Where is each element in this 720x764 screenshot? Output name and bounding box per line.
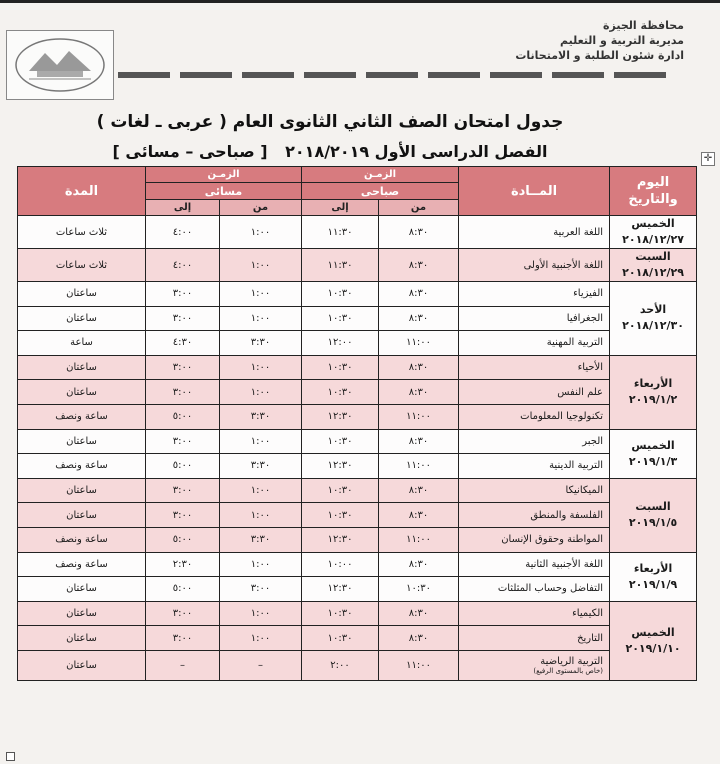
evening-from: ٣:٣٠ <box>220 527 302 552</box>
semester-label: الفصل الدراسى الأول ٢٠١٨/٢٠١٩ <box>285 142 548 161</box>
table-row <box>18 282 697 307</box>
header-time-evening: الزمـن <box>146 167 302 183</box>
table-row <box>18 429 697 454</box>
duration-cell: ساعة ونصف <box>18 527 146 552</box>
evening-to: ٣:٠٠ <box>146 601 220 626</box>
table-row <box>18 331 697 356</box>
morning-from: ٨:٣٠ <box>379 626 459 651</box>
day-date: ٢٠١٩/١/١٠ <box>625 641 681 655</box>
evening-to: ٣:٠٠ <box>146 355 220 380</box>
day-cell <box>610 429 697 478</box>
table-row <box>18 601 697 626</box>
subject-cell: اللغة الأجنبية الثانية <box>459 552 610 577</box>
page-subtitle <box>0 142 660 161</box>
morning-to: ١١:٣٠ <box>302 249 379 282</box>
day-date: ٢٠١٩/١/٩ <box>628 577 678 591</box>
evening-from: ١:٠٠ <box>220 552 302 577</box>
evening-to: ٤:٣٠ <box>146 331 220 356</box>
evening-from: ١:٠٠ <box>220 478 302 503</box>
top-border <box>0 0 720 3</box>
table-row <box>18 478 697 503</box>
day-date: ٢٠١٩/١/٢ <box>628 393 678 407</box>
table-row <box>18 355 697 380</box>
subject-cell: المواطنة وحقوق الإنسان <box>459 527 610 552</box>
table-row <box>18 216 697 249</box>
table-row <box>18 404 697 429</box>
day-name: الخميس <box>631 438 675 452</box>
duration-cell: ساعتان <box>18 650 146 680</box>
morning-from: ١١:٠٠ <box>379 454 459 479</box>
morning-to: ١٠:٣٠ <box>302 380 379 405</box>
duration-cell: ساعتان <box>18 380 146 405</box>
evening-to: ٣:٠٠ <box>146 626 220 651</box>
evening-to: ٤:٠٠ <box>146 249 220 282</box>
morning-from: ١١:٠٠ <box>379 331 459 356</box>
exam-schedule-table <box>17 166 697 681</box>
subject-cell: الجغرافيا <box>459 306 610 331</box>
morning-to: ١٠:٣٠ <box>302 626 379 651</box>
subject-cell: اللغة العربية <box>459 216 610 249</box>
duration-cell: ساعتان <box>18 577 146 602</box>
morning-from: ٨:٣٠ <box>379 601 459 626</box>
evening-from: ٣:٣٠ <box>220 331 302 356</box>
evening-from: ١:٠٠ <box>220 216 302 249</box>
subject-name: التربية الرياضية <box>540 655 604 667</box>
ministry-logo <box>6 30 114 100</box>
duration-cell: ساعتان <box>18 355 146 380</box>
day-date: ٢٠١٨/١٢/٣٠ <box>622 319 684 333</box>
duration-cell: ساعة ونصف <box>18 454 146 479</box>
day-cell <box>610 249 697 282</box>
morning-from: ٨:٣٠ <box>379 249 459 282</box>
subject-cell: الجبر <box>459 429 610 454</box>
header-time-morning: الزمـن <box>302 167 459 183</box>
table-row <box>18 650 697 680</box>
morning-from: ٨:٣٠ <box>379 552 459 577</box>
table-row <box>18 577 697 602</box>
morning-to: ١٠:٣٠ <box>302 429 379 454</box>
day-cell <box>610 478 697 552</box>
header-evening-to: إلى <box>146 200 220 216</box>
table-row <box>18 380 697 405</box>
day-name: الخميس <box>631 625 675 639</box>
morning-to: ١٢:٣٠ <box>302 527 379 552</box>
evening-to: ٤:٠٠ <box>146 216 220 249</box>
duration-cell: ساعتان <box>18 601 146 626</box>
day-name: الأربعاء <box>633 377 673 391</box>
morning-to: ١٠:٣٠ <box>302 306 379 331</box>
day-cell <box>610 355 697 429</box>
table-row <box>18 454 697 479</box>
header-morning: صباحى <box>302 183 459 200</box>
table-move-handle-icon[interactable]: ✛ <box>701 152 715 166</box>
morning-from: ١٠:٣٠ <box>379 577 459 602</box>
table-row <box>18 306 697 331</box>
duration-cell: ساعتان <box>18 429 146 454</box>
header-morning-from: من <box>379 200 459 216</box>
subject-cell: التفاضل وحساب المثلثات <box>459 577 610 602</box>
morning-from: ٨:٣٠ <box>379 355 459 380</box>
table-row <box>18 249 697 282</box>
evening-to: ٣:٠٠ <box>146 306 220 331</box>
duration-cell: ساعة <box>18 331 146 356</box>
subject-cell: الفيزياء <box>459 282 610 307</box>
evening-to: ٣:٠٠ <box>146 503 220 528</box>
morning-to: ١٠:٣٠ <box>302 478 379 503</box>
evening-to: ٥:٠٠ <box>146 527 220 552</box>
page-title: جدول امتحان الصف الثاني الثانوى العام ( عربى ـ لغات ) <box>96 112 564 132</box>
header-subject: المــادة <box>459 167 610 216</box>
morning-to: ٢:٠٠ <box>302 650 379 680</box>
subject-cell: علم النفس <box>459 380 610 405</box>
morning-to: ١١:٣٠ <box>302 216 379 249</box>
day-date: ٢٠١٨/١٢/٢٧ <box>622 233 684 246</box>
morning-to: ١٢:٣٠ <box>302 577 379 602</box>
subject-cell: التربية الدينية <box>459 454 610 479</box>
subject-cell: الفلسفة والمنطق <box>459 503 610 528</box>
duration-cell: ساعتان <box>18 478 146 503</box>
evening-to: ٣:٠٠ <box>146 282 220 307</box>
evening-to: ٣:٠٠ <box>146 478 220 503</box>
decorative-divider <box>118 72 698 80</box>
org-header <box>515 18 684 63</box>
morning-from: ١١:٠٠ <box>379 404 459 429</box>
morning-to: ١٢:٠٠ <box>302 331 379 356</box>
duration-cell: ساعتان <box>18 626 146 651</box>
duration-cell: ساعتان <box>18 503 146 528</box>
morning-to: ١٢:٣٠ <box>302 404 379 429</box>
header-evening: مسائى <box>146 183 302 200</box>
subject-cell: الكيمياء <box>459 601 610 626</box>
morning-to: ١٠:٣٠ <box>302 503 379 528</box>
day-name: الأحد <box>639 303 667 317</box>
subject-cell: الأحياء <box>459 355 610 380</box>
evening-to: ٥:٠٠ <box>146 577 220 602</box>
subject-cell: تكنولوجيا المعلومات <box>459 404 610 429</box>
morning-from: ٨:٣٠ <box>379 503 459 528</box>
subject-cell <box>459 650 610 680</box>
morning-to: ١٠:٠٠ <box>302 552 379 577</box>
morning-from: ٨:٣٠ <box>379 216 459 249</box>
morning-to: ١٠:٣٠ <box>302 355 379 380</box>
header-day: اليوم والتاريخ <box>610 167 697 216</box>
evening-to: ٥:٠٠ <box>146 404 220 429</box>
header-evening-from: من <box>220 200 302 216</box>
day-date: ٢٠١٩/١/٣ <box>628 454 678 468</box>
evening-from: ١:٠٠ <box>220 306 302 331</box>
day-name: السبت <box>635 500 671 514</box>
evening-from: ١:٠٠ <box>220 355 302 380</box>
evening-from: ٣:٣٠ <box>220 454 302 479</box>
table-row <box>18 552 697 577</box>
duration-cell: ثلاث ساعات <box>18 249 146 282</box>
org-line-governorate: محافظة الجيزة <box>603 19 684 32</box>
evening-from: – <box>220 650 302 680</box>
table-row <box>18 626 697 651</box>
header-morning-to: إلى <box>302 200 379 216</box>
evening-to: – <box>146 650 220 680</box>
evening-to: ٢:٣٠ <box>146 552 220 577</box>
duration-cell: ساعة ونصف <box>18 552 146 577</box>
day-cell <box>610 552 697 601</box>
morning-from: ٨:٣٠ <box>379 282 459 307</box>
evening-to: ٣:٠٠ <box>146 380 220 405</box>
evening-to: ٣:٠٠ <box>146 429 220 454</box>
day-name: السبت <box>635 250 671 263</box>
duration-cell: ساعتان <box>18 282 146 307</box>
subject-cell: الميكانيكا <box>459 478 610 503</box>
day-name: الأربعاء <box>633 561 673 575</box>
evening-from: ٣:٠٠ <box>220 577 302 602</box>
evening-from: ١:٠٠ <box>220 503 302 528</box>
subject-cell: اللغة الأجنبية الأولى <box>459 249 610 282</box>
checkbox-icon <box>6 752 15 761</box>
morning-to: ١٠:٣٠ <box>302 282 379 307</box>
evening-from: ١:٠٠ <box>220 429 302 454</box>
evening-from: ١:٠٠ <box>220 601 302 626</box>
day-date: ٢٠١٨/١٢/٢٩ <box>622 266 684 279</box>
evening-from: ١:٠٠ <box>220 626 302 651</box>
org-line-administration: ادارة شئون الطلبة و الامتحانات <box>515 49 684 62</box>
day-cell <box>610 601 697 680</box>
subject-note: (خاص بالمستوى الرفيع) <box>533 666 604 675</box>
evening-to: ٥:٠٠ <box>146 454 220 479</box>
org-line-directorate: مديرية التربية و التعليم <box>560 34 684 47</box>
morning-from: ١١:٠٠ <box>379 527 459 552</box>
morning-to: ١٢:٣٠ <box>302 454 379 479</box>
morning-from: ١١:٠٠ <box>379 650 459 680</box>
evening-from: ٣:٣٠ <box>220 404 302 429</box>
morning-from: ٨:٣٠ <box>379 478 459 503</box>
subject-cell: التاريخ <box>459 626 610 651</box>
table-row <box>18 527 697 552</box>
day-date: ٢٠١٩/١/٥ <box>628 516 678 530</box>
morning-from: ٨:٣٠ <box>379 306 459 331</box>
table-row <box>18 503 697 528</box>
header-duration: المدة <box>18 167 146 216</box>
duration-cell: ساعة ونصف <box>18 404 146 429</box>
morning-to: ١٠:٣٠ <box>302 601 379 626</box>
shift-label: [ صباحى – مسائى ] <box>112 142 268 161</box>
evening-from: ١:٠٠ <box>220 282 302 307</box>
subject-cell: التربية المهنية <box>459 331 610 356</box>
day-name: الخميس <box>631 217 675 230</box>
duration-cell: ساعتان <box>18 306 146 331</box>
evening-from: ١:٠٠ <box>220 380 302 405</box>
day-cell <box>610 282 697 356</box>
morning-from: ٨:٣٠ <box>379 429 459 454</box>
day-cell <box>610 216 697 249</box>
morning-from: ٨:٣٠ <box>379 380 459 405</box>
duration-cell: ثلاث ساعات <box>18 216 146 249</box>
evening-from: ١:٠٠ <box>220 249 302 282</box>
